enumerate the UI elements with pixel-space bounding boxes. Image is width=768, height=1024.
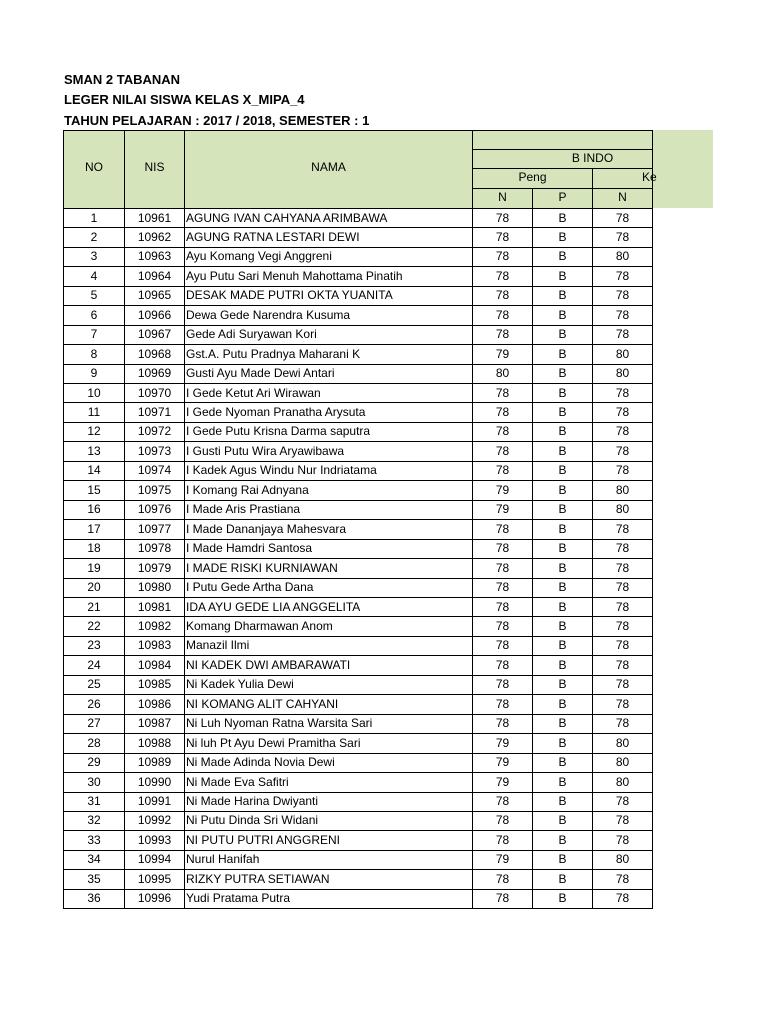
cell-n: 79 [495,482,510,497]
cell-no: 36 [87,891,101,906]
column-header-n: N [498,190,507,204]
cell-nis: 10974 [137,463,172,478]
cell-n: 80 [495,366,510,381]
cell-nis: 10970 [137,385,172,400]
cell-nis: 10986 [137,696,172,711]
cell-p: B [558,871,567,886]
cell-n2: 80 [615,482,630,497]
cell-n: 78 [495,268,510,283]
cell-nama: Dewa Gede Narendra Kusuma [186,307,351,322]
cell-nama: NI PUTU PUTRI ANGGRENI [186,832,341,847]
cell-p: B [558,696,567,711]
cell-p: B [558,249,567,264]
cell-no: 24 [87,657,101,672]
cell-n2: 80 [615,852,630,867]
cell-n: 78 [495,696,510,711]
cell-no: 2 [90,229,98,244]
cell-p: B [558,560,567,575]
cell-no: 8 [90,346,98,361]
cell-p: B [558,774,567,789]
subcolumn-bottom-border [472,188,653,189]
cell-nis: 10965 [137,288,172,303]
cell-p: B [558,268,567,283]
column-header-ket: Ke [642,170,657,184]
cell-nis: 10975 [137,482,172,497]
cell-nama: AGUNG RATNA LESTARI DEWI [186,229,360,244]
cell-nis: 10967 [137,327,172,342]
cell-p: B [558,716,567,731]
cell-no: 10 [87,385,101,400]
cell-nis: 10985 [137,677,172,692]
cell-nis: 10966 [137,307,172,322]
cell-nama: I Gusti Putu Wira Aryawibawa [186,443,345,458]
cell-n: 78 [495,210,510,225]
column-header-nama: NAMA [311,160,346,174]
cell-nis: 10987 [137,716,172,731]
cell-nis: 10994 [137,852,172,867]
cell-p: B [558,794,567,808]
cell-p: B [558,735,567,750]
cell-n: 78 [495,560,510,575]
cell-nis: 10990 [137,774,172,789]
cell-p: B [558,443,567,458]
cell-n: 78 [495,580,510,595]
cell-n: 78 [495,891,510,906]
cell-nis: 10968 [137,346,172,361]
cell-no: 4 [90,268,98,283]
cell-n2: 80 [615,774,630,789]
cell-n2: 78 [615,677,630,692]
cell-nama: Gusti Ayu Made Dewi Antari [186,366,335,381]
cell-nama: I Gede Putu Krisna Darma saputra [186,424,371,439]
cell-p: B [558,327,567,342]
cell-n2: 78 [615,618,630,633]
cell-no: 23 [87,638,101,653]
cell-nis: 10963 [137,249,172,264]
cell-n: 78 [495,249,510,264]
cell-nama: I Gede Ketut Ari Wirawan [186,385,321,400]
cell-nama: Ayu Putu Sari Menuh Mahottama Pinatih [186,268,403,283]
cell-nama: NI KOMANG ALIT CAHYANI [186,696,339,711]
cell-no: 1 [90,210,98,225]
cell-n: 78 [495,521,510,536]
cell-nama: Yudi Pratama Putra [186,891,291,906]
cell-n2: 78 [615,541,630,556]
cell-n2: 78 [615,891,630,906]
cell-n2: 78 [615,657,630,672]
cell-nama: I Putu Gede Artha Dana [186,580,314,595]
cell-nama: Ni Made Adinda Novia Dewi [186,755,335,770]
cell-p: B [558,229,567,244]
academic-year: TAHUN PELAJARAN : 2017 / 2018, SEMESTER : 1 [64,113,370,128]
cell-nama: Ni Luh Nyoman Ratna Warsita Sari [186,716,373,731]
cell-no: 13 [87,443,101,458]
cell-nama: RIZKY PUTRA SETIAWAN [186,871,330,886]
cell-n2: 78 [615,813,630,828]
cell-n2: 78 [615,560,630,575]
cell-nis: 10995 [137,871,172,886]
cell-no: 27 [87,716,101,731]
cell-p: B [558,832,567,847]
cell-n: 78 [495,677,510,692]
header-top-border [63,130,653,131]
cell-no: 30 [87,774,101,789]
cell-n2: 78 [615,638,630,653]
cell-n: 78 [495,405,510,419]
cell-n: 79 [495,755,510,770]
cell-nis: 10969 [137,366,172,381]
cell-nama: I MADE RISKI KURNIAWAN [186,560,338,575]
column-header-n2: N [618,190,627,204]
cell-n2: 78 [615,794,630,808]
cell-n2: 78 [615,229,630,244]
column-header-no: NO [85,160,103,174]
header-background-overflow [653,130,713,208]
cell-nama: I Made Dananjaya Mahesvara [186,521,347,536]
cell-no: 25 [87,677,101,692]
cell-n2: 78 [615,405,630,419]
cell-n: 78 [495,794,510,808]
cell-nama: Komang Dharmawan Anom [186,618,333,633]
cell-p: B [558,405,567,419]
cell-p: B [558,657,567,672]
cell-nis: 10984 [137,657,172,672]
cell-p: B [558,521,567,536]
cell-n: 78 [495,443,510,458]
cell-p: B [558,307,567,322]
cell-n: 78 [495,385,510,400]
cell-p: B [558,366,567,381]
cell-nis: 10989 [137,755,172,770]
cell-n: 78 [495,424,510,439]
cell-nis: 10962 [137,229,172,244]
cell-no: 15 [87,482,101,497]
cell-no: 19 [87,560,101,575]
cell-no: 26 [87,696,101,711]
cell-no: 14 [87,463,101,478]
cell-no: 21 [87,599,101,614]
cell-n: 78 [495,638,510,653]
cell-no: 35 [87,871,101,886]
cell-n2: 78 [615,210,630,225]
cell-n2: 78 [615,599,630,614]
cell-nama: DESAK MADE PUTRI OKTA YUANITA [186,288,393,303]
cell-nama: I Made Aris Prastiana [186,502,301,517]
cell-n: 78 [495,288,510,303]
cell-n2: 78 [615,327,630,342]
cell-n2: 78 [615,424,630,439]
cell-n: 78 [495,716,510,731]
cell-p: B [558,346,567,361]
cell-nama: AGUNG IVAN CAHYANA ARIMBAWA [186,210,388,225]
cell-n2: 80 [615,502,630,517]
cell-p: B [558,755,567,770]
cell-p: B [558,638,567,653]
cell-p: B [558,288,567,303]
cell-no: 18 [87,541,101,556]
cell-n: 79 [495,346,510,361]
cell-n: 79 [495,852,510,867]
cell-p: B [558,677,567,692]
cell-nis: 10983 [137,638,172,653]
cell-nis: 10977 [137,521,172,536]
cell-nama: I Gede Nyoman Pranatha Arysuta [186,405,366,419]
cell-no: 11 [87,405,101,419]
cell-n: 78 [495,229,510,244]
cell-nis: 10971 [137,405,172,419]
cell-nama: I Kadek Agus Windu Nur Indriatama [186,463,377,478]
cell-n2: 80 [615,755,630,770]
cell-nis: 10978 [137,541,172,556]
cell-nama: Gede Adi Suryawan Kori [186,327,317,342]
cell-p: B [558,424,567,439]
cell-n2: 78 [615,521,630,536]
cell-n2: 78 [615,580,630,595]
cell-no: 33 [87,832,101,847]
cell-p: B [558,580,567,595]
cell-nama: Gst.A. Putu Pradnya Maharani K [186,346,361,361]
cell-no: 28 [87,735,101,750]
school-name: SMAN 2 TABANAN [64,72,181,87]
cell-n2: 78 [615,463,630,478]
cell-n2: 78 [615,307,630,322]
cell-nama: Ni luh Pt Ayu Dewi Pramitha Sari [186,735,361,750]
column-header-peng: Peng [518,170,547,184]
cell-n: 78 [495,871,510,886]
cell-n2: 78 [615,268,630,283]
cell-nis: 10991 [137,794,172,808]
cell-n2: 78 [615,871,630,886]
cell-nama: Ni Kadek Yulia Dewi [186,677,294,692]
cell-n: 78 [495,813,510,828]
cell-n: 78 [495,307,510,322]
cell-nis: 10996 [137,891,172,906]
cell-no: 17 [87,521,101,536]
cell-p: B [558,482,567,497]
cell-no: 34 [87,852,101,867]
cell-nama: NI KADEK DWI AMBARAWATI [186,657,351,672]
cell-nama: Ni Made Eva Safitri [186,774,289,789]
cell-nis: 10980 [137,580,172,595]
column-header-p: P [558,190,567,204]
cell-nis: 10982 [137,618,172,633]
cell-n2: 80 [615,366,630,381]
cell-n: 78 [495,599,510,614]
cell-nis: 10964 [137,268,172,283]
cell-no: 20 [87,580,101,595]
cell-nama: I Komang Rai Adnyana [186,482,309,497]
cell-n: 78 [495,541,510,556]
subject-bottom-border [472,168,653,169]
cell-nama: Ni Made Harina Dwiyanti [186,794,319,808]
cell-n2: 78 [615,288,630,303]
cell-no: 29 [87,755,101,770]
cell-n: 78 [495,618,510,633]
cell-nis: 10972 [137,424,172,439]
cell-nis: 10981 [137,599,172,614]
cell-no: 7 [90,327,98,342]
cell-p: B [558,502,567,517]
cell-no: 6 [90,307,98,322]
cell-no: 16 [87,502,101,517]
cell-p: B [558,210,567,225]
column-header-nis: NIS [144,160,165,174]
cell-nis: 10976 [137,502,172,517]
cell-no: 9 [90,366,98,381]
cell-nama: Manazil Ilmi [186,638,250,653]
cell-n: 78 [495,327,510,342]
subject-top-border [472,149,653,150]
cell-n: 79 [495,502,510,517]
cell-nis: 10961 [137,210,172,225]
cell-nama: I Made Hamdri Santosa [186,541,313,556]
cell-no: 32 [87,813,101,828]
cell-n: 78 [495,832,510,847]
cell-nis: 10993 [137,832,172,847]
row-border [63,908,653,909]
cell-p: B [558,385,567,400]
cell-nis: 10973 [137,443,172,458]
cell-nama: IDA AYU GEDE LIA ANGGELITA [186,599,361,614]
cell-n2: 78 [615,832,630,847]
cell-no: 31 [87,794,101,808]
cell-p: B [558,891,567,906]
cell-no: 12 [87,424,101,439]
cell-n: 78 [495,463,510,478]
cell-n2: 80 [615,346,630,361]
cell-p: B [558,813,567,828]
cell-n2: 80 [615,735,630,750]
cell-nis: 10992 [137,813,172,828]
cell-no: 3 [90,249,98,264]
cell-nama: Nurul Hanifah [186,852,260,867]
cell-p: B [558,618,567,633]
cell-n2: 78 [615,385,630,400]
cell-no: 5 [90,288,98,303]
cell-nama: Ayu Komang Vegi Anggreni [186,249,332,264]
cell-nama: Ni Putu Dinda Sri Widani [186,813,319,828]
header-divider [652,130,653,208]
cell-n2: 78 [615,716,630,731]
column-header-subject: B INDO [571,151,614,165]
cell-n2: 78 [615,696,630,711]
cell-p: B [558,463,567,478]
cell-p: B [558,541,567,556]
cell-no: 22 [87,618,101,633]
cell-n: 79 [495,774,510,789]
cell-p: B [558,599,567,614]
cell-nis: 10988 [137,735,172,750]
cell-n: 78 [495,657,510,672]
report-title: LEGER NILAI SISWA KELAS X_MIPA_4 [64,92,305,107]
cell-n2: 80 [615,249,630,264]
cell-nis: 10979 [137,560,172,575]
cell-p: B [558,852,567,867]
cell-n2: 78 [615,443,630,458]
cell-n: 79 [495,735,510,750]
